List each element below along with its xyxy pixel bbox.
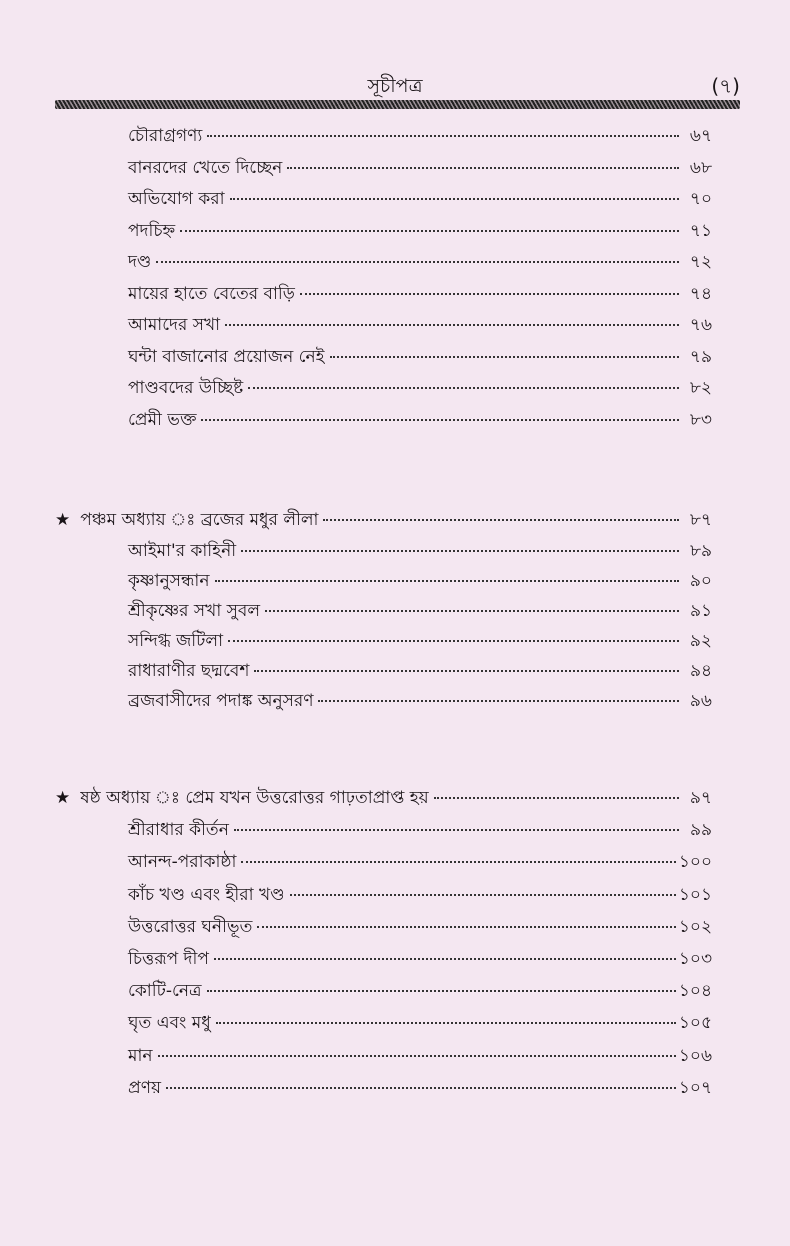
entry-page-number: ৭০ <box>689 189 712 209</box>
entry-page-number: ৯৪ <box>689 661 712 681</box>
entry-title: কৃষ্ণানুসন্ধান <box>128 571 210 591</box>
entry-page-number: ১০২ <box>678 916 712 937</box>
dot-leader <box>265 593 679 612</box>
toc-chapter-6 <box>0 784 790 1106</box>
entry-title: আমাদের সখা <box>128 315 221 335</box>
dot-leader <box>241 533 679 552</box>
dot-leader <box>156 244 679 263</box>
dot-leader <box>180 213 679 232</box>
entry-title: প্রণয় <box>128 1077 161 1098</box>
dot-leader <box>287 150 679 169</box>
entry-title: প্রেমী ভক্ত <box>128 409 197 430</box>
entry-title: কোটি-নেত্র <box>128 981 202 1002</box>
dot-leader <box>230 181 679 200</box>
entry-title: ষষ্ঠ অধ্যায় ঃ প্রেম যখন উত্তরোত্তর গাঢ়তাপ্রাপ্ত হয় <box>80 788 429 808</box>
dot-leader <box>214 941 676 960</box>
entry-page-number: ৭৯ <box>689 346 712 367</box>
decorative-rope-divider <box>55 100 740 109</box>
entry-page-number: ১০১ <box>678 884 712 905</box>
dot-leader <box>254 653 679 672</box>
dot-leader <box>434 780 679 799</box>
dot-leader <box>290 877 676 896</box>
entry-title: চৌরাগ্রগণ্য <box>128 126 203 146</box>
entry-title: শ্রীকৃষ্ণের সখা সুবল <box>128 601 261 621</box>
entry-page-number: ১০৫ <box>678 1013 712 1034</box>
star-icon: ★ <box>55 510 71 530</box>
toc-chapter-5 <box>0 506 790 717</box>
entry-title: ঘৃত এবং মধু <box>128 1013 211 1034</box>
entry-title: বানরদের খেতে দিচ্ছেন <box>128 157 283 178</box>
dot-leader <box>318 683 679 702</box>
entry-title: কাঁচ খণ্ড এবং হীরা খণ্ড <box>128 884 285 905</box>
toc-entry <box>0 687 790 717</box>
entry-page-number: ৭৬ <box>689 315 712 335</box>
dot-leader <box>225 307 679 326</box>
entry-title: পঞ্চম অধ্যায় ঃ ব্রজের মধুর লীলা <box>80 510 319 530</box>
entry-page-number: ৭১ <box>689 220 712 241</box>
dot-leader <box>228 623 679 642</box>
entry-page-number: ১০৬ <box>678 1045 712 1066</box>
entry-title: সন্দিগ্ধ জটিলা <box>128 631 224 651</box>
entry-title: আনন্দ-পরাকাষ্ঠা <box>128 852 237 873</box>
dot-leader <box>216 1005 676 1024</box>
dot-leader <box>241 844 675 863</box>
entry-page-number: ১০০ <box>678 852 712 873</box>
entry-title: চিত্তরূপ দীপ <box>128 948 209 969</box>
entry-title: রাধারাণীর ছদ্মবেশ <box>128 661 250 681</box>
dot-leader <box>234 812 679 831</box>
entry-page-number: ৮৭ <box>689 510 712 530</box>
dot-leader <box>158 1038 676 1057</box>
entry-page-number: ১০৭ <box>678 1077 712 1098</box>
toc-entry <box>0 1074 790 1106</box>
dot-leader <box>330 339 679 358</box>
dot-leader <box>215 563 679 582</box>
entry-title: পাণ্ডবদের উচ্ছিষ্ট <box>128 378 244 398</box>
entry-page-number: ৮৩ <box>689 409 712 430</box>
page-number: (৭) <box>711 74 740 98</box>
dot-leader <box>248 370 679 389</box>
dot-leader <box>201 402 679 421</box>
entry-page-number: ৮৯ <box>689 541 712 561</box>
dot-leader <box>323 502 679 521</box>
entry-title: মায়ের হাতে বেতের বাড়ি <box>128 283 295 304</box>
dot-leader <box>207 118 679 137</box>
dot-leader <box>166 1070 676 1089</box>
entry-title: অভিযোগ করা <box>128 189 225 209</box>
entry-title: শ্রীরাধার কীর্তন <box>128 820 229 841</box>
entry-page-number: ৯৭ <box>689 788 712 808</box>
entry-page-number: ১০৩ <box>678 948 712 969</box>
entry-title: ঘন্টা বাজানোর প্রয়োজন নেই <box>128 346 325 367</box>
dot-leader <box>257 909 675 928</box>
entry-page-number: ৮২ <box>689 378 712 398</box>
entry-page-number: ১০৪ <box>678 981 712 1002</box>
toc-section-continued <box>0 122 790 437</box>
entry-page-number: ৬৭ <box>689 126 712 146</box>
entry-page-number: ৬৮ <box>689 157 712 178</box>
entry-page-number: ৭৪ <box>689 283 712 304</box>
entry-title: দণ্ড <box>128 252 152 272</box>
entry-title: পদচিহ্ন <box>128 220 176 241</box>
entry-page-number: ৯৯ <box>689 820 712 841</box>
entry-page-number: ৯১ <box>689 601 712 621</box>
entry-page-number: ৭২ <box>689 252 712 272</box>
dot-leader <box>300 276 679 295</box>
entry-title: মান <box>128 1045 153 1066</box>
entry-page-number: ৯০ <box>689 571 712 591</box>
entry-title: আইমা'র কাহিনী <box>128 541 237 561</box>
entry-page-number: ৯২ <box>689 631 712 651</box>
entry-page-number: ৯৬ <box>689 691 712 711</box>
running-header-title: সূচীপত্র <box>367 75 423 97</box>
dot-leader <box>207 973 676 992</box>
entry-title: ব্রজবাসীদের পদাঙ্ক অনুসরণ <box>128 691 314 711</box>
star-icon: ★ <box>55 788 71 808</box>
entry-title: উত্তরোত্তর ঘনীভূত <box>128 916 253 937</box>
toc-entry <box>0 406 790 438</box>
